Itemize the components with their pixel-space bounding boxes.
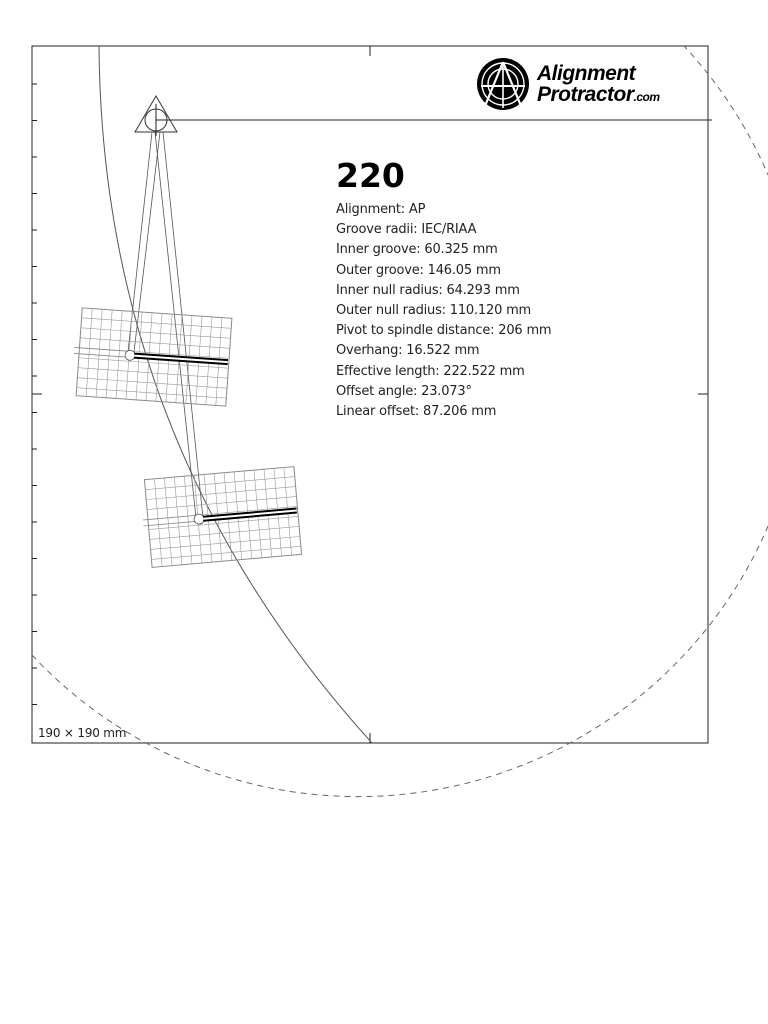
grid-line [96,309,102,397]
brand-name-suffix: .com [633,90,660,104]
grid-line [146,487,295,500]
brand-name-line2 [537,83,660,107]
sheet-size-label: 190 × 190 mm [38,726,127,740]
spec-groove-radii: Groove radii: IEC/RIAA [336,222,477,238]
inner-null-grid [71,308,232,407]
grid-line [145,477,294,490]
grid-line [81,328,231,338]
grid-line [147,497,296,510]
spec-inner-null-radius: Inner null radius: 64.293 mm [336,282,520,298]
grid-line [154,479,162,567]
stylus-arc [99,46,372,743]
arm-guide-lines [128,132,203,518]
spec-inner-groove: Inner groove: 60.325 mm [336,242,498,258]
brand-name-line1: Alignment [537,62,636,85]
protractor-title: 220 [336,156,405,195]
spec-pivot-spindle-distance: Pivot to spindle distance: 206 mm [336,323,552,339]
outer-null-grid [139,467,301,568]
grid-line [116,311,122,399]
spec-list [336,200,551,422]
grid-line [174,477,182,565]
spec-outer-null-radius: Outer null radius: 110.120 mm [336,303,531,319]
grid-line [77,388,227,398]
grid-line [77,378,227,388]
grid-line [80,338,230,348]
spec-linear-offset: Linear offset: 87.206 mm [336,404,497,420]
spec-alignment: Alignment: AP [336,202,426,217]
grid-line [151,536,300,549]
grid-line [184,476,192,564]
brand-name-main: Protractor [537,83,634,106]
spec-effective-length: Effective length: 222.522 mm [336,363,525,379]
grid-line [86,309,92,397]
record-logo-icon [475,56,531,112]
grid-line [151,546,300,559]
spec-outer-groove: Outer groove: 146.05 mm [336,262,501,278]
spec-overhang: Overhang: 16.522 mm [336,343,480,359]
grid-line [82,318,232,328]
grid-line [164,478,172,566]
brand-logo [475,56,675,114]
spec-offset-angle: Offset angle: 23.073° [336,383,472,399]
grid-line [106,310,112,398]
pivot-mark [135,96,177,136]
